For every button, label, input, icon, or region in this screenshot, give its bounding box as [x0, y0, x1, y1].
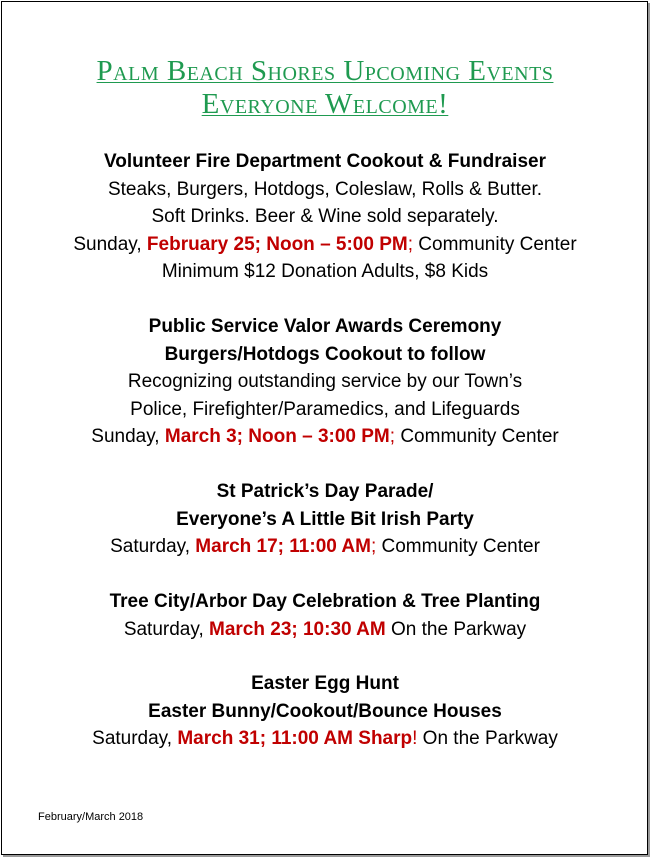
event-schedule: [0, 616, 650, 644]
event-date-time: March 23; 10:30 AM: [209, 618, 386, 640]
event-separator: ;: [389, 426, 396, 447]
event-easter-egg-hunt: [0, 670, 650, 753]
footer-date: February/March 2018: [38, 811, 144, 823]
event-date-time: March 3; Noon – 3:00 PM: [164, 426, 390, 447]
event-location: Community Center: [413, 233, 577, 255]
event-day: Saturday,: [110, 536, 196, 557]
event-subtitle: Burgers/Hotdogs Cookout to follow: [164, 343, 486, 365]
event-day: Sunday,: [73, 233, 147, 255]
event-subtitle: Easter Bunny/Cookout/Bounce Houses: [148, 700, 502, 722]
event-title: St Patrick’s Day Parade/: [216, 481, 434, 502]
event-st-patricks-parade: [0, 478, 650, 561]
event-valor-awards: [0, 313, 650, 451]
event-fire-department-cookout: [0, 148, 650, 286]
event-title: Volunteer Fire Department Cookout & Fundraiser: [104, 151, 546, 172]
event-schedule: [0, 423, 650, 451]
event-day: Saturday,: [92, 728, 178, 749]
event-title: Easter Egg Hunt: [251, 673, 399, 694]
event-description: Recognizing outstanding service by our Town’s: [127, 371, 523, 392]
event-date-time: March 17; 11:00 AM: [195, 536, 371, 557]
event-location: On the Parkway: [385, 618, 527, 640]
event-title: Public Service Valor Awards Ceremony: [148, 316, 502, 337]
event-schedule: [0, 533, 650, 561]
event-day: Saturday,: [123, 618, 210, 640]
event-schedule: [0, 231, 650, 259]
event-day: Sunday,: [91, 426, 165, 447]
event-date-time: February 25; Noon – 5:00 PM: [146, 233, 408, 255]
event-separator: ;: [407, 233, 413, 255]
event-location: On the Parkway: [417, 728, 558, 749]
event-separator: !: [412, 728, 418, 749]
event-description: Steaks, Burgers, Hotdogs, Coleslaw, Rolls & Butter.: [107, 178, 543, 200]
event-description: Soft Drinks. Beer & Wine sold separately.: [151, 206, 499, 227]
event-date-time: March 31; 11:00 AM Sharp: [177, 728, 413, 749]
event-arbor-day: [0, 588, 650, 643]
event-title: Tree City/Arbor Day Celebration & Tree Planting: [109, 591, 541, 612]
event-subtitle: Everyone’s A Little Bit Irish Party: [176, 508, 474, 530]
header-subtitle: Everyone Welcome!: [201, 88, 449, 120]
event-location: Community Center: [395, 426, 559, 447]
event-separator: ;: [370, 536, 377, 557]
header-title: Palm Beach Shores Upcoming Events: [96, 55, 554, 87]
event-description: Police, Firefighter/Paramedics, and Lifeguards: [130, 398, 520, 420]
event-note: Minimum $12 Donation Adults, $8 Kids: [161, 261, 489, 282]
event-location: Community Center: [376, 536, 540, 557]
event-schedule: [0, 725, 650, 753]
